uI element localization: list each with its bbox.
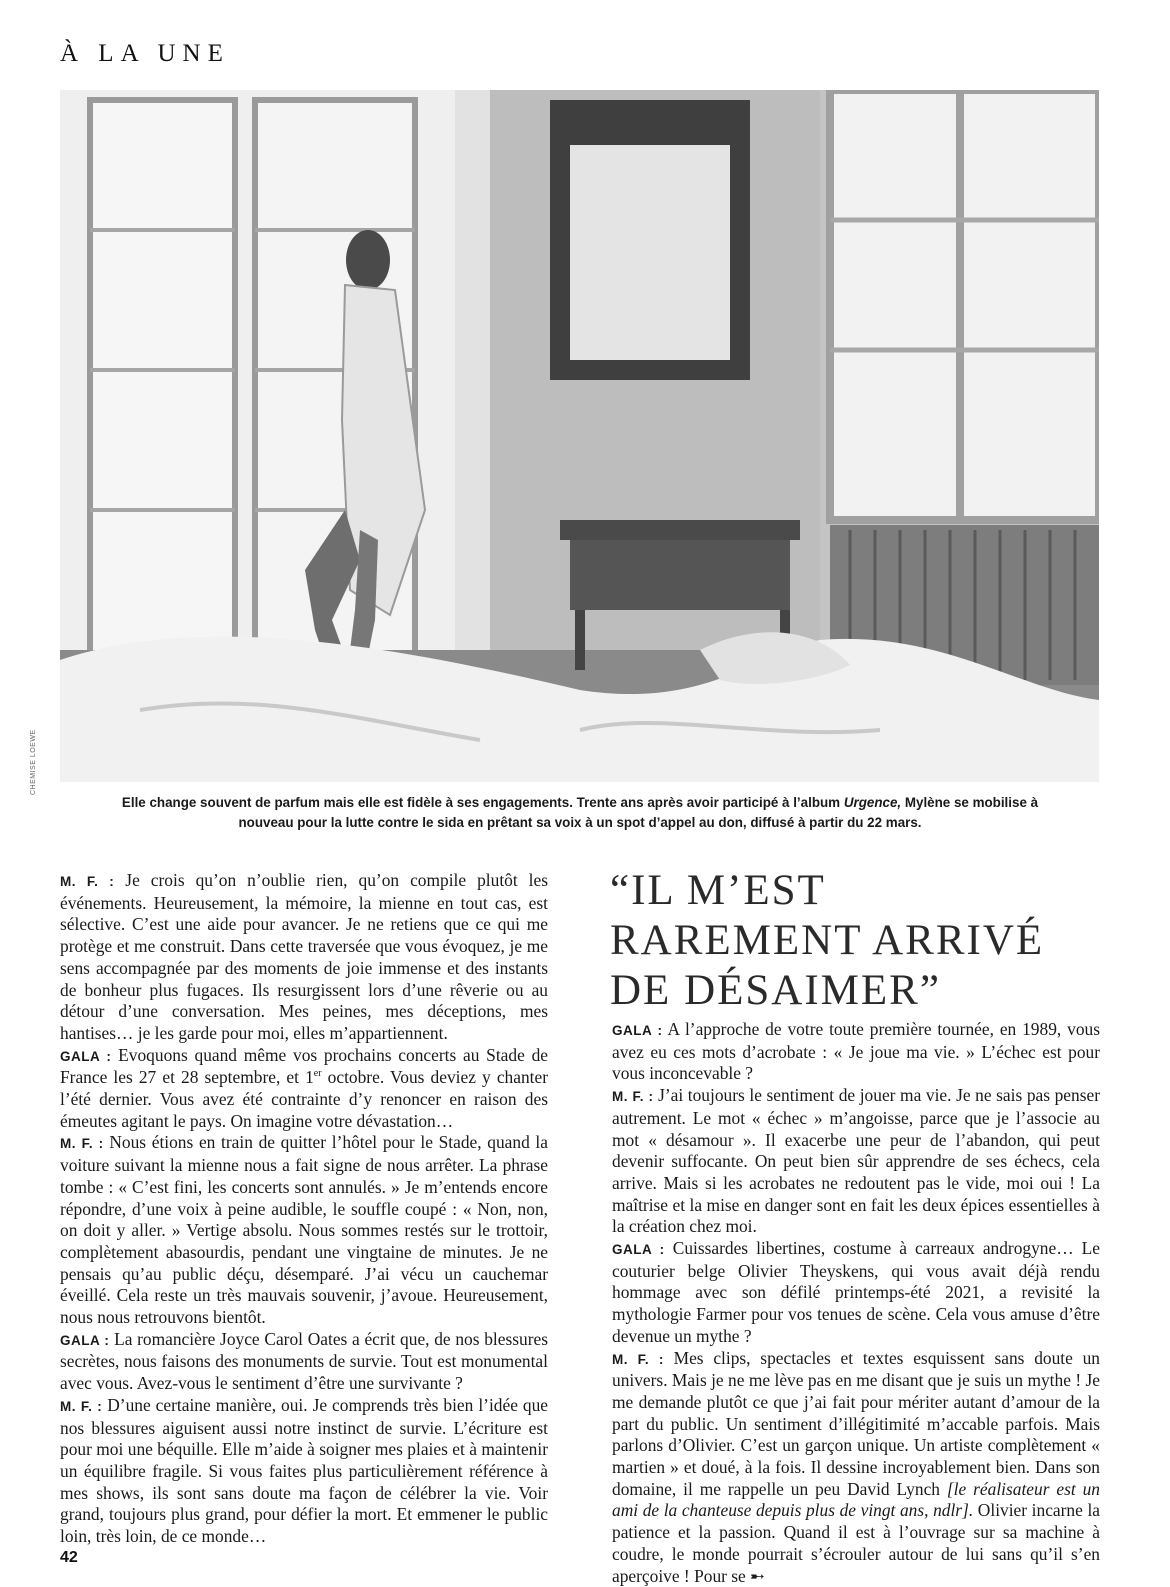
answer-paragraph [612,1085,1100,1238]
speaker-label: M. F. : [60,1136,104,1152]
editor-note: [le réalisateur est un ami de la chanteuse depuis plus de vingt ans, ndlr]. [612,1478,1100,1521]
speaker-label: GALA : [612,1023,663,1038]
paragraph-text: D’une certaine manière, oui. Je comprends très bien l’idée que nos blessures aiguisent aussi notre instinct de survie. L’écriture est pour moi une béquille. Elle m’aide à soigner mes plaies et à maintenir un équilibre fragile. Si vous faites plus particulièrement référence à mes shows, ils sont sans doute ma façon de célébrer la vie. Voir grand, toujours plus grand, pour défier la mort. Et emmener le public loin, très loin, de ce monde… [60,1394,548,1547]
question-paragraph [612,1238,1100,1348]
ordinal-superscript: er [313,1068,322,1080]
caption-album-title: Urgence, [843,795,902,810]
paragraph-text: Evoquons quand même vos prochains concerts au Stade de France les 27 et 28 septembre, et 1 [60,1044,548,1088]
answer-paragraph [612,1348,1100,1587]
photo-caption [100,793,1060,833]
paragraph-text: Nous étions en train de quitter l’hôtel pour le Stade, quand la voiture suivant la mienne nous a fait signe de nous arrêter. La phrase tombe : « C’est fini, les concerts sont annulés. » Je m’entends encore répondre, d’une voix à peine audible, le souffle coupé : « Non, non, on doit y aller. » Vertige absolu. Nous sommes restés sur le trottoir, complètement abasourdis, pendant une vingtaine de minutes. Je ne pensais qu’au public déçu, désemparé. J’ai vécu un cauchemar éveillé. Cela reste un très mauvais souvenir, j’avoue. Heureusement, nous nous retrouvons bientôt. [60,1132,548,1328]
question-paragraph [60,1045,548,1133]
paragraph-text: Cuissardes libertines, costume à carreaux androgyne… Le couturier belge Olivier Theyskens, qui vous avait déjà rendu hommage avec son défilé printemps-été 2021, a revisité la mythologie Farmer pour vos tenues de scène. Cela vous amuse d’être devenue un mythe ? [612,1238,1100,1346]
caption-text-b: Mylène se mobilise à nouveau pour la lutte contre le sida en prêtant sa voix à un spot d’appel au don, diffusé à partir du 22 mars. [238,795,1039,830]
question-paragraph [612,1019,1100,1085]
bedroom-photo-illustration [60,90,1099,782]
speaker-label: M. F. : [60,874,115,889]
speaker-label: GALA : [612,1242,665,1258]
paragraph-text: J’ai toujours le sentiment de jouer ma vie. Je ne sais pas penser autrement. Le mot « échec » m’angoisse, parce que je l’associe au mot « désamour ». Il exacerbe une peur de l’abandon, qui peut devenir suffocante. On peut bien sûr apprendre de ses échecs, cela arrive. Mais si les acrobates ne redoutent pas le vide, moi oui ! La maîtrise et la mise en danger sont en fait les deux épices essentielles à la création chez moi. [612,1085,1100,1237]
speaker-label: M. F. : [60,1398,103,1414]
speaker-label: M. F. : [612,1351,664,1367]
continue-arrow-icon: ➸ [750,1565,765,1586]
paragraph-text: A l’approche de votre toute première tournée, en 1989, vous avez eu ces mots d’acrobate : « Je joue ma vie. » L’échec est pour vous inconcevable ? [612,1019,1100,1084]
photo-credit: CHEMISE LOEWE [30,729,37,795]
caption-text-a: Elle change souvent de parfum mais elle est fidèle à ses engagements. Trente ans après avoir participé à l’album [121,795,844,810]
speaker-label: GALA : [60,1048,112,1064]
answer-paragraph [60,1132,548,1328]
paragraph-text: Je crois qu’on n’oublie rien, qu’on compile plutôt les événements. Heureusement, la mémoire, la mienne en tout cas, est sélective. C’est une aide pour avancer. Je ne retiens que ce qui me protège et me construit. Dans cette traversée que vous évoquez, je me sens accompagnée par des moments de joie immense et des instants de bonheur plus fugaces. Ils resurgissent lors d’une rêverie ou au détour d’une conversation. Mes peines, mes déceptions, mes hantises… je les garde pour moi, elles m’appartiennent. [60,870,549,1043]
section-label: À LA UNE [60,40,230,67]
paragraph-text: Olivier incarne la patience et la passion. Quand il est à l’ouvrage sur sa machine à coudre, le monde pourrait s’écrouler autour de lui sans qu’il s’en aperçoive ! Pour se [612,1500,1100,1586]
interview-column-left [60,870,548,1548]
pull-quote: “IL M’EST RAREMENT ARRIVÉ DE DÉSAIMER” [610,867,1045,1014]
paragraph-text: Mes clips, spectacles et textes esquissent sans doute un univers. Mais je ne me lève pas en me disant que je suis un mythe ! Je me demande plutôt ce que j’ai fait pour mériter autant d’amour de la part du public. Un sentiment d’illégitimité m’accable parfois. Mais parlons d’Olivier. C’est un garçon unique. Un artiste complètement « martien » et doué, à la fois. Il dessine incroyablement bien. Dans son domaine, il me rappelle un peu David Lynch [612,1347,1100,1499]
paragraph-text: La romancière Joyce Carol Oates a écrit que, de nos blessures secrètes, nous faisons des monuments de survie. Tout est monumental avec vous. Avez-vous le sentiment d’être une survivante ? [60,1328,548,1394]
question-paragraph [60,1329,548,1395]
speaker-label: M. F. : [612,1089,654,1105]
speaker-label: GALA : [60,1332,110,1348]
feature-photo [60,90,1099,782]
interview-column-right [612,1019,1100,1587]
answer-paragraph [60,1395,548,1548]
paragraph-text: octobre. Vous deviez y chanter l’été dernier. Vous avez été contrainte d’y renoncer en raison des émeutes agitant le pays. On imagine votre dévastation… [60,1067,548,1131]
page-number: 42 [60,1549,78,1566]
answer-paragraph [60,870,548,1045]
